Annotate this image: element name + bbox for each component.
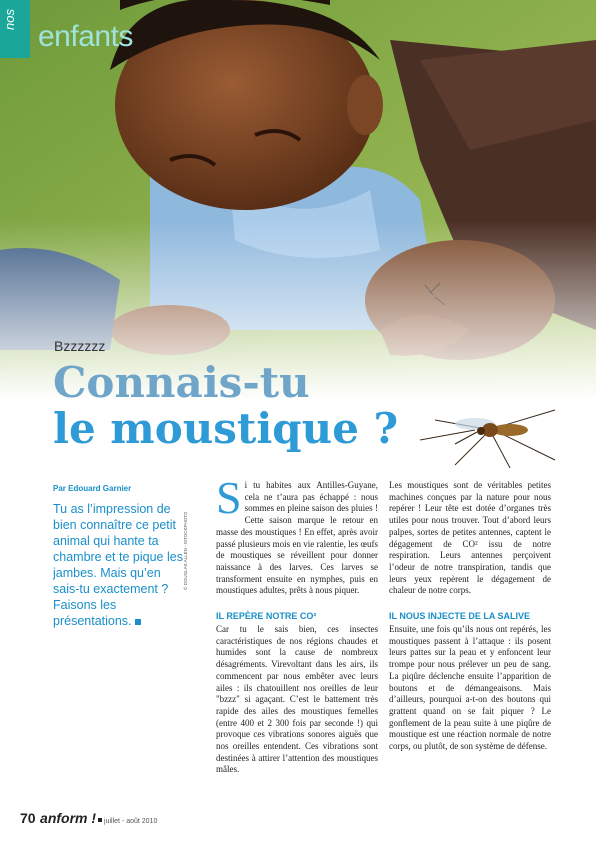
page-footer [20, 810, 157, 828]
page-number: 70 [20, 810, 36, 826]
intro-body: Tu as l’impression de bien connaître ce petit animal qui hante ta chambre et te pique les jambes. Mais qu’en sais-tu exactement ? Faisons les présentations. [53, 502, 183, 628]
col1-paragraph-1: i tu habites aux Antilles-Guyane, cela ne t’aura pas échappé : nous sommes en pleine saison des pluies ! Cette saison marque le retour en masse des moustiques ! En effet, après avoir passé plusieurs mois en vie ralentie, les œufs de moustiques se réveillent pour donner naissance à des larves. Ces larves se transforment ensuite en nymphes, puis en moustiques adultes, prêts à nous piquer. [216, 480, 378, 596]
end-square-icon [135, 619, 141, 625]
byline: Par Edouard Garnier [53, 484, 132, 493]
col2-paragraph-1: Les moustiques sont de véritables petites machines conçues par la nature pour nous repérer ! Leur tête est dotée d’organes très utiles pour nous trouver. Tout d’abord leurs palpes, sortes de petites antennes, captent le dégagement de CO² issu de notre respiration. Leurs antennes perçoivent l’odeur de notre transpiration, tandis que leurs yeux repèrent le dégagement de chaleur de notre corps. [389, 480, 551, 596]
section-name: enfants [38, 20, 133, 53]
col1-paragraph-2: Car tu le sais bien, ces insectes caractéristiques de nos régions chaudes et humides sont la cause de nombreux désagréments. Virevoltant dans les airs, ils commencent par nous embêter avec leurs ailes : ils chatouillent nos oreilles de leur "bzzz" si agaçant. C’est le battement très rapide des ailes des moustiques femelles (entre 400 et 2 300 fois par seconde !) qui provoque ces vibrations sonores aiguës que nos oreilles entendent. Ces vibrations sont destinées à attirer l’attention des moustiques mâles. [216, 624, 378, 775]
footer-square-icon [98, 818, 102, 822]
intro-text [53, 501, 183, 629]
section-tag-label: nos [2, 9, 17, 30]
magazine-name: anform ! [40, 810, 97, 826]
col2-subheading: IL NOUS INJECTE DE LA SALIVE [389, 611, 531, 622]
article-column-2 [389, 480, 551, 753]
kicker: Bzzzzzz [54, 338, 106, 354]
drop-cap: S [216, 472, 242, 523]
article-column-1 [216, 472, 378, 776]
photo-credit: © DOUGLAS ALLEN - ISTOCKPHOTO [183, 511, 188, 590]
article-title [53, 360, 398, 452]
title-line-1: Connais-tu [53, 358, 310, 407]
col1-subheading: IL REPÈRE NOTRE CO² [216, 611, 317, 622]
title-line-2: le moustique ? [53, 404, 399, 453]
mosquito-illustration [415, 400, 565, 475]
issue-date: juillet - août 2010 [104, 818, 158, 825]
col2-paragraph-2: Ensuite, une fois qu’ils nous ont repérés, les moustiques passent à l’attaque : ils posent leurs pattes sur la peau et y enfoncent leur trompe pour nous prélever un peu de sang. La piqûre déclenche ensuite l’apparition de boutons et de démangeaisons. Mais d’ailleurs, pourquoi a-t-on des boutons qui grattent quand on se fait piquer ? Le gonflement de la peau suite à une piqûre de moustique est une réaction normale de notre corps, ou plutôt, de son système de défense. [389, 624, 551, 752]
